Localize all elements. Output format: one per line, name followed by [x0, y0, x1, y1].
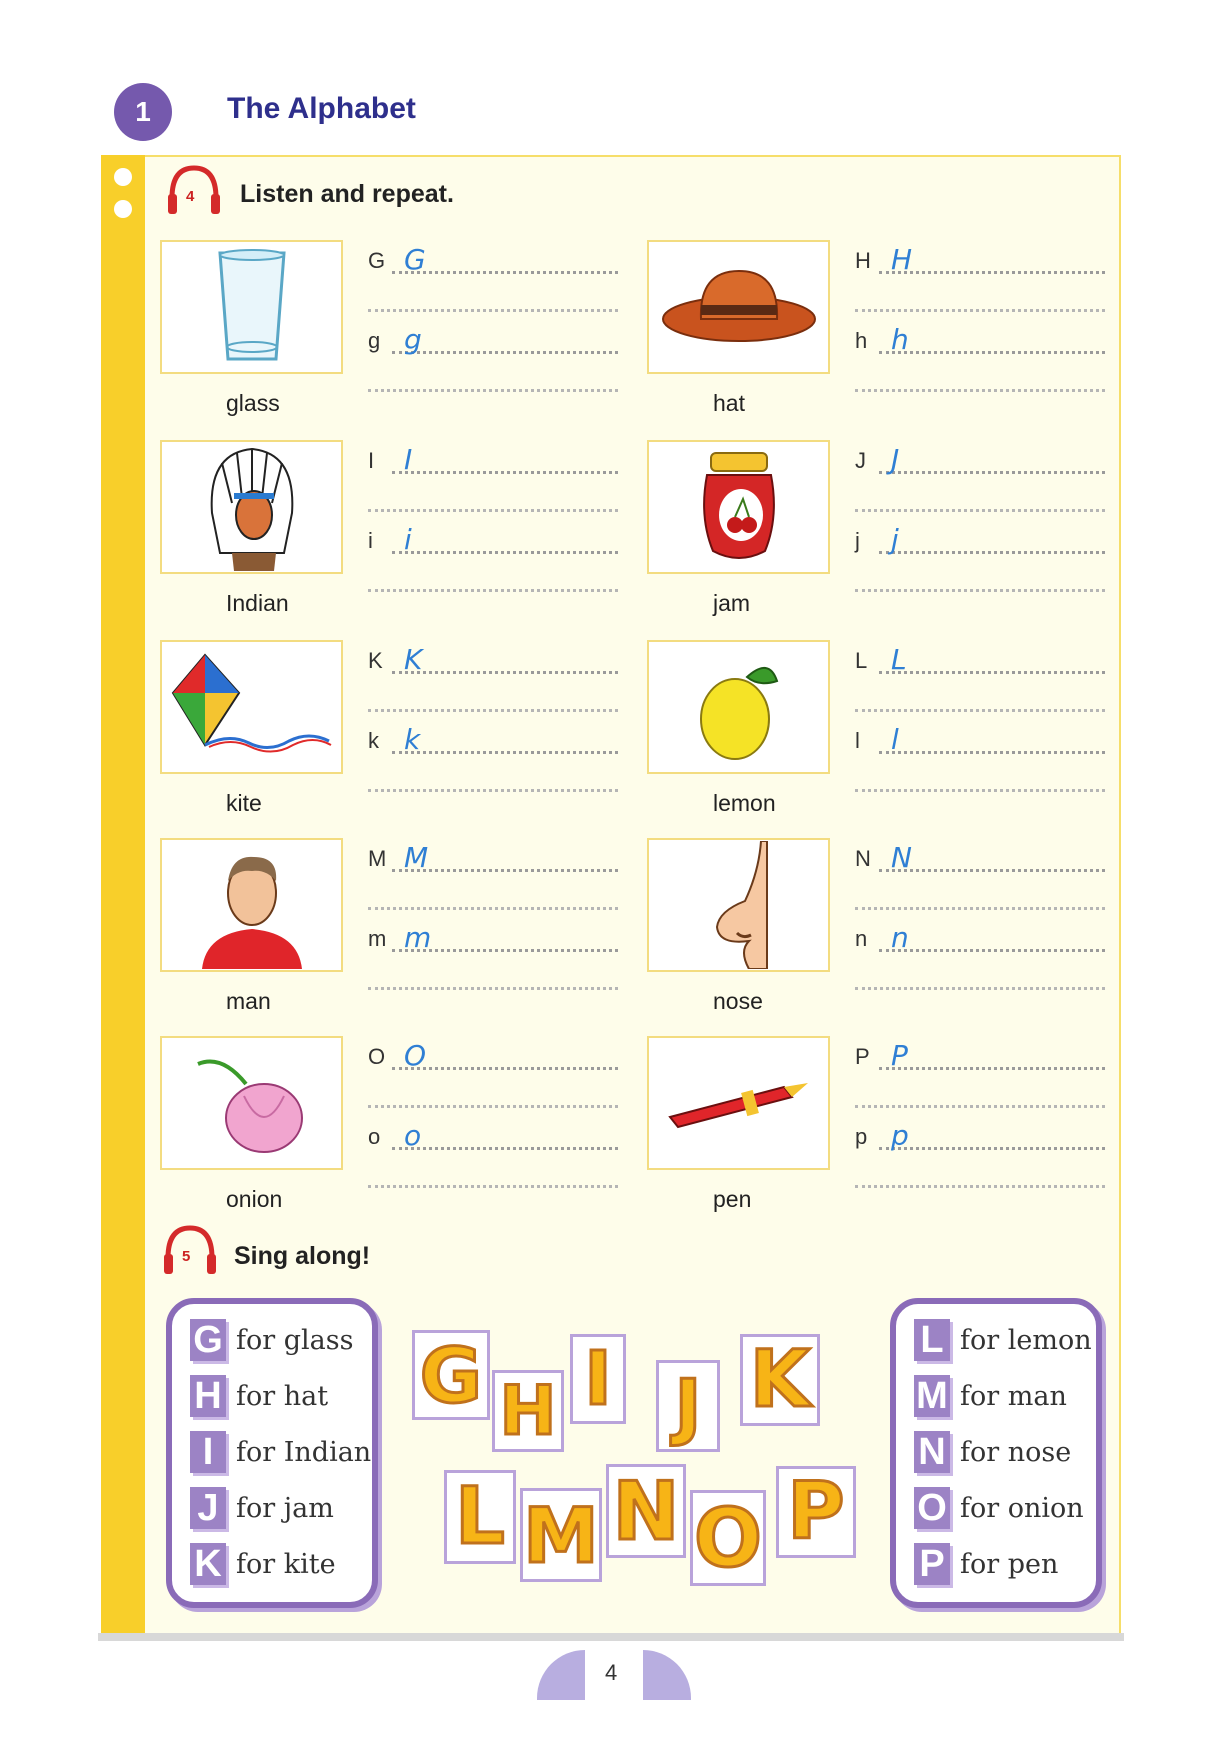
page-tab-left	[537, 1650, 585, 1700]
card-onion	[160, 1036, 528, 1226]
song-line	[190, 1486, 334, 1530]
word-label: pen	[713, 1186, 752, 1212]
traced-uppercase: P	[891, 1039, 908, 1072]
song-letter: J	[190, 1487, 226, 1529]
card-pen	[647, 1036, 1015, 1226]
big-letter: J	[656, 1360, 720, 1452]
blank-line	[855, 708, 1105, 712]
pen-icon	[664, 1073, 814, 1133]
song-text: for Indian	[236, 1436, 372, 1468]
kite-icon	[169, 647, 334, 767]
song-letter: K	[190, 1543, 226, 1585]
word-label: onion	[226, 1186, 283, 1212]
uppercase-letter: G	[368, 248, 386, 273]
song-text: for lemon	[960, 1324, 1092, 1356]
traced-uppercase: H	[891, 243, 913, 276]
traced-uppercase: J	[891, 443, 900, 476]
binder-strip	[101, 155, 145, 1635]
lowercase-letter: h	[855, 328, 868, 353]
blank-line	[855, 1104, 1105, 1108]
song-line	[914, 1374, 1067, 1418]
nose-icon	[689, 841, 789, 969]
listen-instruction: Listen and repeat.	[240, 180, 454, 208]
uppercase-letter: H	[855, 248, 871, 273]
uppercase-line	[368, 240, 618, 280]
blank-line	[368, 906, 618, 910]
lowercase-letter: j	[855, 528, 860, 553]
song-box-left	[166, 1298, 378, 1608]
song-letter: N	[914, 1431, 950, 1473]
card-man	[160, 838, 528, 1028]
binder-hole	[114, 200, 132, 218]
word-label: jam	[713, 590, 751, 616]
uppercase-letter: O	[368, 1044, 386, 1069]
big-letter: L	[444, 1470, 516, 1564]
blank-line	[855, 508, 1105, 512]
traced-uppercase: K	[404, 643, 423, 676]
writing-lines	[855, 440, 1105, 630]
card-glass	[160, 240, 528, 430]
glass-icon	[212, 247, 292, 367]
picture-nose	[647, 838, 830, 972]
traced-lowercase: m	[404, 921, 432, 954]
picture-pen	[647, 1036, 830, 1170]
traced-uppercase: M	[404, 841, 429, 874]
word-label: Indian	[226, 590, 289, 616]
lowercase-letter: l	[855, 728, 860, 753]
uppercase-line	[855, 240, 1105, 280]
song-text: for man	[960, 1380, 1067, 1412]
lowercase-letter: m	[368, 926, 387, 951]
man-icon	[182, 841, 322, 969]
binder-hole	[114, 168, 132, 186]
blank-line	[368, 508, 618, 512]
song-letter: L	[914, 1319, 950, 1361]
uppercase-letter: K	[368, 648, 383, 673]
picture-jam	[647, 440, 830, 574]
song-letter: H	[190, 1375, 226, 1417]
lowercase-line	[368, 320, 618, 360]
song-text: for nose	[960, 1436, 1072, 1468]
sing-instruction: Sing along!	[234, 1242, 371, 1270]
word-label: hat	[713, 390, 745, 416]
song-text: for jam	[236, 1492, 334, 1524]
writing-lines	[855, 1036, 1105, 1226]
song-line	[190, 1430, 371, 1474]
lowercase-letter: g	[368, 328, 381, 353]
writing-lines	[368, 640, 618, 830]
lowercase-line	[368, 1116, 618, 1156]
card-jam	[647, 440, 1015, 630]
writing-lines	[855, 838, 1105, 1028]
big-letter: I	[570, 1334, 626, 1424]
traced-lowercase: h	[891, 323, 909, 356]
song-line	[190, 1374, 328, 1418]
blank-line	[368, 986, 618, 990]
uppercase-line	[855, 640, 1105, 680]
uppercase-line	[368, 1036, 618, 1076]
lowercase-line	[855, 320, 1105, 360]
audio-track-4[interactable]	[164, 160, 224, 220]
song-line	[914, 1430, 1071, 1474]
traced-lowercase: n	[891, 921, 909, 954]
writing-lines	[368, 1036, 618, 1226]
lowercase-line	[855, 720, 1105, 760]
picture-glass	[160, 240, 343, 374]
traced-uppercase: N	[891, 841, 912, 874]
writing-lines	[368, 838, 618, 1028]
traced-uppercase: G	[404, 243, 426, 276]
lowercase-line	[368, 918, 618, 958]
page-title: The Alphabet	[227, 92, 416, 125]
uppercase-line	[855, 440, 1105, 480]
uppercase-line	[368, 640, 618, 680]
song-text: for pen	[960, 1548, 1059, 1580]
uppercase-letter: M	[368, 846, 387, 871]
uppercase-line	[368, 838, 618, 878]
writing-lines	[368, 440, 618, 630]
song-line	[914, 1542, 1058, 1586]
song-line	[190, 1542, 336, 1586]
song-letter: G	[190, 1319, 226, 1361]
blank-line	[855, 588, 1105, 592]
blank-line	[855, 906, 1105, 910]
lowercase-letter: p	[855, 1124, 868, 1149]
uppercase-letter: N	[855, 846, 871, 871]
song-line	[914, 1486, 1084, 1530]
uppercase-line	[368, 440, 618, 480]
song-line	[914, 1318, 1092, 1362]
traced-lowercase: k	[404, 723, 421, 756]
lemon-icon	[689, 647, 789, 767]
picture-indian	[160, 440, 343, 574]
onion-icon	[192, 1048, 312, 1158]
unit-number-badge: 1	[114, 83, 172, 141]
blank-line	[368, 708, 618, 712]
uppercase-letter: I	[368, 448, 375, 473]
blank-line	[368, 1184, 618, 1188]
lowercase-letter: n	[855, 926, 868, 951]
lowercase-letter: o	[368, 1124, 381, 1149]
big-letter: H	[492, 1370, 564, 1452]
page-tab-right	[643, 1650, 691, 1700]
song-text: for onion	[960, 1492, 1084, 1524]
word-label: man	[226, 988, 271, 1014]
big-letter: G	[412, 1330, 490, 1420]
picture-hat	[647, 240, 830, 374]
big-letter: M	[520, 1488, 602, 1582]
panel-shadow	[98, 1633, 1124, 1641]
word-label: glass	[226, 390, 280, 416]
word-label: lemon	[713, 790, 776, 816]
uppercase-letter: P	[855, 1044, 870, 1069]
word-label: nose	[713, 988, 763, 1014]
writing-lines	[855, 240, 1105, 430]
uppercase-letter: J	[855, 448, 866, 473]
song-letter: P	[914, 1543, 950, 1585]
blank-line	[855, 388, 1105, 392]
blank-line	[368, 788, 618, 792]
traced-lowercase: i	[404, 523, 412, 556]
traced-lowercase: l	[891, 723, 899, 756]
lowercase-line	[368, 720, 618, 760]
jam-jar-icon	[689, 447, 789, 567]
lowercase-line	[855, 1116, 1105, 1156]
traced-uppercase: L	[891, 643, 907, 676]
blank-line	[368, 588, 618, 592]
lowercase-letter: k	[368, 728, 379, 753]
lowercase-letter: i	[368, 528, 373, 553]
card-indian	[160, 440, 528, 630]
picture-man	[160, 838, 343, 972]
song-letter: I	[190, 1431, 226, 1473]
blank-line	[855, 788, 1105, 792]
traced-lowercase: o	[404, 1119, 422, 1152]
card-hat	[647, 240, 1015, 430]
song-text: for glass	[236, 1324, 354, 1356]
song-box-right	[890, 1298, 1102, 1608]
track-number: 5	[182, 1248, 191, 1265]
song-text: for kite	[236, 1548, 336, 1580]
traced-lowercase: j	[891, 523, 899, 556]
writing-lines	[855, 640, 1105, 830]
blank-line	[855, 308, 1105, 312]
blank-line	[855, 986, 1105, 990]
word-label: kite	[226, 790, 262, 816]
song-letter: M	[914, 1375, 950, 1417]
song-line	[190, 1318, 353, 1362]
picture-lemon	[647, 640, 830, 774]
indian-chief-icon	[202, 443, 302, 571]
blank-line	[368, 388, 618, 392]
picture-onion	[160, 1036, 343, 1170]
big-letter: K	[740, 1334, 820, 1426]
lowercase-line	[855, 918, 1105, 958]
blank-line	[855, 1184, 1105, 1188]
big-letter: O	[690, 1490, 766, 1586]
writing-lines	[368, 240, 618, 430]
card-lemon	[647, 640, 1015, 830]
traced-lowercase: p	[891, 1119, 909, 1152]
blank-line	[368, 308, 618, 312]
lowercase-line	[368, 520, 618, 560]
big-letter: P	[776, 1466, 856, 1558]
track-number: 4	[186, 188, 195, 205]
page-number: 4	[605, 1660, 618, 1685]
card-nose	[647, 838, 1015, 1028]
picture-kite	[160, 640, 343, 774]
traced-lowercase: g	[404, 323, 422, 356]
traced-uppercase: I	[404, 443, 413, 476]
song-letter: O	[914, 1487, 950, 1529]
traced-uppercase: O	[404, 1039, 427, 1072]
blank-line	[368, 1104, 618, 1108]
uppercase-line	[855, 1036, 1105, 1076]
card-kite	[160, 640, 528, 830]
uppercase-line	[855, 838, 1105, 878]
song-text: for hat	[236, 1380, 329, 1412]
big-letter: N	[606, 1464, 686, 1558]
uppercase-letter: L	[855, 648, 868, 673]
lowercase-line	[855, 520, 1105, 560]
hat-icon	[659, 257, 819, 357]
audio-track-5[interactable]	[160, 1220, 220, 1280]
